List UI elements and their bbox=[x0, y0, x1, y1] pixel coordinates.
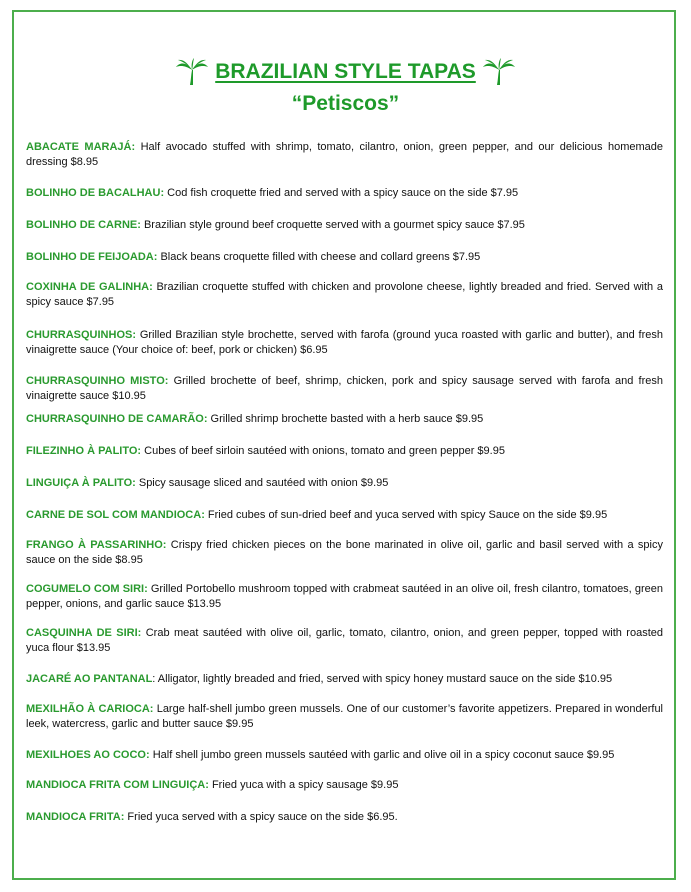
menu-subtitle: “Petiscos” bbox=[291, 92, 400, 115]
item-name: CARNE DE SOL COM MANDIOCA: bbox=[26, 509, 205, 521]
item-name: FRANGO À PASSARINHO: bbox=[26, 539, 167, 551]
menu-item bbox=[26, 280, 663, 310]
item-description: Half avocado stuffed with shrimp, tomato, cilantro, onion, green pepper, and our delicious homemade dressing $8.95 bbox=[26, 141, 663, 168]
item-name: MANDIOCA FRITA: bbox=[26, 811, 125, 823]
palm-tree-icon bbox=[482, 58, 516, 86]
item-name: LINGUIÇA À PALITO: bbox=[26, 477, 136, 489]
item-description: Large half-shell jumbo green mussels. One of our customer’s favorite appetizers. Prepared in wonderful leek, watercress, garlic and butter sauce $9.95 bbox=[26, 703, 664, 730]
menu-item bbox=[26, 444, 663, 459]
menu-item bbox=[26, 538, 663, 568]
item-description: Grilled Brazilian style brochette, served with farofa (ground yuca roasted with garlic and butter), and fresh vinaigrette sauce (Your choice of: beef, pork or chicken) $6.95 bbox=[26, 329, 663, 356]
item-name: ABACATE MARAJÁ: bbox=[26, 141, 136, 153]
item-name: CHURRASQUINHO DE CAMARÃO: bbox=[26, 413, 208, 425]
menu-item bbox=[26, 702, 663, 732]
menu-item bbox=[26, 476, 663, 491]
menu-item bbox=[26, 328, 663, 358]
item-name: CHURRASQUINHOS: bbox=[26, 329, 136, 341]
item-description: Cod fish croquette fried and served with a spicy sauce on the side $7.95 bbox=[164, 187, 519, 199]
item-description: Fried cubes of sun-dried beef and yuca served with spicy Sauce on the side $9.95 bbox=[204, 509, 608, 521]
item-description: Crispy fried chicken pieces on the bone marinated in olive oil, garlic and basil served with a spicy sauce on the side $8.95 bbox=[26, 539, 663, 566]
menu-item bbox=[26, 810, 663, 825]
item-description: Grilled Portobello mushroom topped with crabmeat sautéed in an olive oil, fresh cilantro, tomatoes, green pepper, onions, and garlic sauce $13.95 bbox=[26, 583, 663, 610]
item-description: Crab meat sautéed with olive oil, garlic, tomato, cilantro, onion, and green pepper, topped with roasted yuca flour $13.95 bbox=[26, 627, 663, 654]
item-description: Black beans croquette filled with cheese and collard greens $7.95 bbox=[157, 251, 481, 263]
item-description: Grilled brochette of beef, shrimp, chicken, pork and spicy sausage served with farofa and fresh vinaigrette sauce $10.95 bbox=[26, 375, 663, 402]
menu-item bbox=[26, 412, 663, 427]
item-name: JACARÉ AO PANTANAL bbox=[26, 673, 153, 685]
item-description: Grilled shrimp brochette basted with a herb sauce $9.95 bbox=[207, 413, 484, 425]
palm-tree-icon bbox=[175, 58, 209, 86]
menu-item bbox=[26, 374, 663, 404]
item-name: COXINHA DE GALINHA: bbox=[26, 281, 153, 293]
menu-item bbox=[26, 140, 663, 170]
item-name: BOLINHO DE FEIJOADA: bbox=[26, 251, 158, 263]
item-description: Brazilian croquette stuffed with chicken and provolone cheese, lightly breaded and fried. Served with a spicy sauce $7.95 bbox=[26, 281, 663, 308]
menu-title: BRAZILIAN STYLE TAPAS bbox=[215, 60, 476, 83]
menu-item bbox=[26, 626, 663, 656]
menu-item bbox=[26, 250, 663, 265]
item-description: Brazilian style ground beef croquette served with a gourmet spicy sauce $7.95 bbox=[140, 219, 525, 231]
item-description: Cubes of beef sirloin sautéed with onions, tomato and green pepper $9.95 bbox=[141, 445, 505, 457]
menu-item bbox=[26, 748, 663, 763]
item-description: Spicy sausage sliced and sautéed with onion $9.95 bbox=[135, 477, 389, 489]
item-description: Fried yuca with a spicy sausage $9.95 bbox=[208, 779, 399, 791]
item-name: MEXILHÃO À CARIOCA: bbox=[26, 703, 154, 715]
menu-item bbox=[26, 186, 663, 201]
menu-item bbox=[26, 778, 663, 793]
item-name: BOLINHO DE BACALHAU: bbox=[26, 187, 165, 199]
menu-item bbox=[26, 582, 663, 612]
item-name: MANDIOCA FRITA COM LINGUIÇA: bbox=[26, 779, 209, 791]
item-description: : Alligator, lightly breaded and fried, served with spicy honey mustard sauce on the side $10.95 bbox=[152, 673, 613, 685]
item-name: CHURRASQUINHO MISTO: bbox=[26, 375, 169, 387]
item-name: MEXILHOES AO COCO: bbox=[26, 749, 150, 761]
item-name: FILEZINHO À PALITO: bbox=[26, 445, 142, 457]
item-name: COGUMELO COM SIRI: bbox=[26, 583, 148, 595]
menu-item bbox=[26, 218, 663, 233]
title-row bbox=[0, 58, 691, 86]
item-description: Fried yuca served with a spicy sauce on the side $6.95. bbox=[124, 811, 398, 823]
menu-item bbox=[26, 672, 663, 687]
item-name: BOLINHO DE CARNE: bbox=[26, 219, 141, 231]
item-description: Half shell jumbo green mussels sautéed with garlic and olive oil in a spicy coconut sauce $9.95 bbox=[149, 749, 615, 761]
menu-item bbox=[26, 508, 663, 523]
item-name: CASQUINHA DE SIRI: bbox=[26, 627, 142, 639]
menu-header bbox=[0, 58, 691, 116]
